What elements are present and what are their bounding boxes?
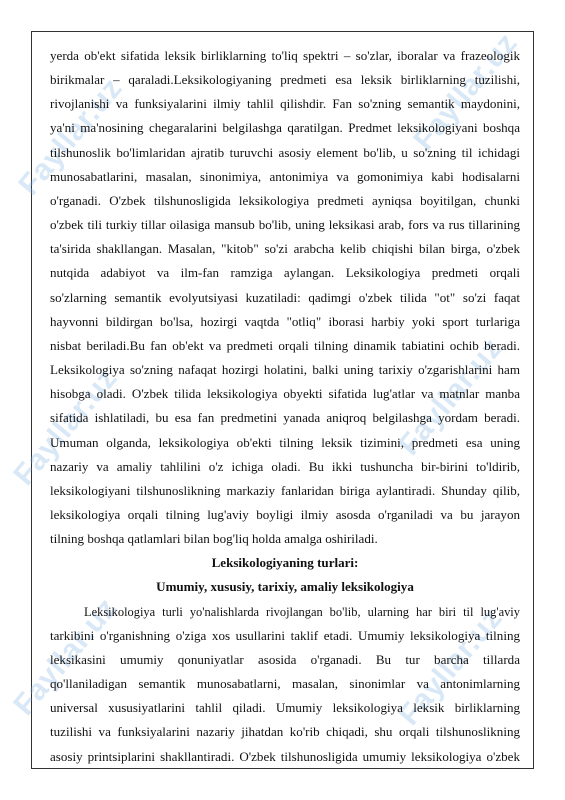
text-line: munosabatlarini, masalan, sinonimiya, antonimiya va gomonimiya kabi hodisalarni (50, 168, 520, 184)
text-line: tilning boshqa qatlamlari bilan bog'liq holda amalga oshiriladi. (50, 531, 378, 547)
text-line: o'rganadi. O'zbek tilshunosligida leksikologiya predmeti ayniqsa boyitilgan, chunki (50, 192, 520, 208)
paragraph-object-and-subject (50, 44, 520, 551)
text-line: leksikasini umumiy qonuniyatlar asosida o'rganadi. Bu tur barcha tillarda (50, 651, 520, 667)
paragraph-types-of-lexicology (50, 600, 520, 769)
text-line: sifatida ishlatiladi, bu esa fan predmetini yanada aniqroq belgilashga yordam beradi. (50, 410, 520, 426)
watermark: Fayllar.uz (392, 601, 509, 732)
text-line: ya'ni ma'nosining chegaralarini belgilashga qaratilgan. Predmet leksikologiyani boshqa (50, 120, 520, 136)
text-line: asosiy printsiplarini shakllantiradi. O'zbek tilshunosligida umumiy leksikologiya o'zbek (50, 748, 520, 764)
text-line: nazariy va amaliy tahlilini o'z ichiga oladi. Bu ikki tushuncha bir-birini to'ldirib, (50, 458, 520, 474)
document-body (50, 44, 520, 769)
text-line: Leksikologiya so'zning nafaqat hozirgi holatini, balki uning tarixiy o'zgarishlarini ham (50, 362, 520, 378)
text-line: hayvonni bildirgan bo'lsa, hozirgi vaqtda "otliq" iborasi harbiy yoki sport turlariga (50, 313, 520, 329)
text-line: so'zlarning semantik evolyutsiyasi kuzatiladi: qadimgi o'zbek tilida "ot" so'zi faqat (50, 289, 520, 305)
watermark: Fayllar.uz (7, 361, 124, 492)
text-line: qo'llaniladigan semantik munosabatlarni, masalan, sinonimlar va antonimlarning (50, 676, 520, 692)
section-subheading: Umumiy, xususiy, tarixiy, amaliy leksikologiya (156, 579, 414, 595)
watermark: Fayllar.uz (407, 26, 524, 157)
text-line: o'zbek tili turkiy tillar oilasiga mansub bo'lib, uning leksikasi arab, fors va rus tillarining (50, 217, 520, 233)
text-line: leksikologiya orqali tilning lug'aviy boyligi ilmiy asosda o'rganiladi va bu jarayon (50, 506, 520, 522)
text-line: birikmalar – qaraladi.Leksikologiyaning predmeti esa leksik birliklarning tuzilishi, (50, 72, 520, 88)
text-line: tarkibini o'rganishning o'ziga xos usullarini taklif etadi. Umumiy leksikologiya tilning (50, 627, 520, 643)
watermark: Fayllar.uz (12, 71, 129, 202)
section-heading: Leksikologiyaning turlari: (211, 555, 359, 571)
text-line: nutqida adabiyot va ilm-fan ramziga aylangan. Leksikologiya predmeti orqali (50, 265, 520, 281)
text-line: ta'sirida shakllangan. Masalan, "kitob" so'zi arabcha kelib chiqishi bilan birga, o'zbek (50, 241, 520, 257)
text-line: tilshunoslik bo'limlaridan ajratib turuvchi asosiy element bo'lib, u so'zning til ichidagi (50, 144, 520, 160)
text-line: Umuman olganda, leksikologiya ob'ekti tilning leksik tizimini, predmeti esa uning (50, 434, 520, 450)
watermark: Fayllar.uz (7, 591, 124, 722)
text-line: hisobga oladi. O'zbek tilida leksikologiya obyekti sifatida lug'atlar va matnlar manba (50, 386, 520, 402)
text-line: rivojlanishi va funksiyalarini ilmiy tahlil qilishdir. Fan so'zning semantik maydonini, (50, 96, 520, 112)
text-line: leksikologiyani tilshunoslikning markaziy fanlaridan biriga aylantiradi. Shunday qilib, (50, 482, 520, 498)
text-line: yerda ob'ekt sifatida leksik birliklarning to'liq spektri – so'zlar, iboralar va frazeologik (50, 48, 520, 63)
text-line: tuzilishi va funksiyalarini nazariy jihatdan ko'rib chiqadi, shu orqali tilshunoslikning (50, 724, 520, 740)
text-line: nisbat beriladi.Bu fan ob'ekt va predmeti orqali tilning dinamik tabiatini ochib beradi. (50, 337, 520, 353)
watermark: Fayllar.uz (392, 331, 509, 462)
text-line: Leksikologiya turli yo'nalishlarda rivojlangan bo'lib, ularning har biri til lug'aviy (84, 604, 520, 619)
text-line: universal xususiyatlarini tahlil qiladi. Umumiy leksikologiya leksik birliklarning (50, 700, 520, 716)
